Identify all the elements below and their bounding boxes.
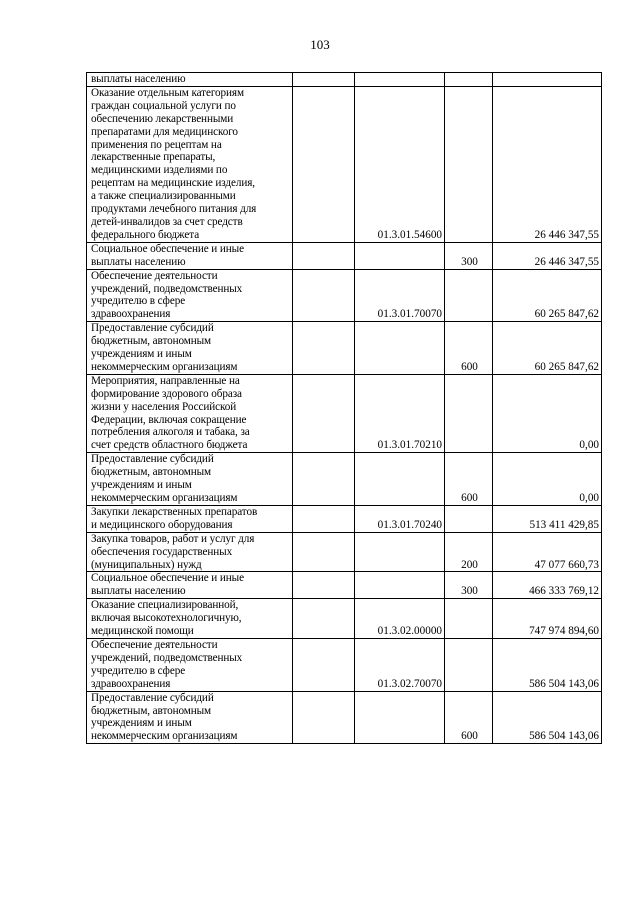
row-name-line: детей-инвалидов за счет средств (91, 215, 243, 228)
row-program-code (355, 572, 445, 599)
table-row (87, 86, 602, 242)
row-name-line: бюджетным, автономным (91, 335, 212, 348)
row-empty-cell (293, 691, 355, 744)
row-name-line: учреждениям и иным (91, 717, 192, 730)
row-expense-type: 600 (445, 453, 493, 506)
row-expense-type: 200 (445, 532, 493, 572)
row-name-line: обеспечения государственных (91, 545, 233, 558)
row-name-cell (87, 572, 293, 599)
row-expense-type: 600 (445, 691, 493, 744)
row-name-line: лекарственные препараты, (91, 151, 216, 164)
row-program-code (355, 532, 445, 572)
row-name-line: Оказание отдельным категориям (91, 86, 244, 99)
row-expense-type (445, 269, 493, 322)
row-name-line: выплаты населению (91, 585, 186, 598)
row-name-cell (87, 242, 293, 269)
row-expense-type (445, 505, 493, 532)
row-expense-type (445, 374, 493, 452)
row-name-cell (87, 453, 293, 506)
row-name-line: Предоставление субсидий (91, 691, 214, 704)
row-amount: 586 504 143,06 (493, 691, 602, 744)
row-empty-cell (293, 453, 355, 506)
row-name-line: и медицинского оборудования (91, 518, 233, 531)
row-name-line: граждан социальной услуги по (91, 99, 236, 112)
row-expense-type: 600 (445, 322, 493, 375)
row-name-line: некоммерческим организациям (91, 492, 238, 504)
table-row (87, 572, 602, 599)
row-empty-cell (293, 532, 355, 572)
row-name-line: (муниципальных) нужд (91, 558, 202, 571)
row-empty-cell (293, 638, 355, 691)
row-amount: 26 446 347,55 (493, 86, 602, 242)
row-name-line: учреждениям и иным (91, 479, 192, 492)
row-name-line: медицинской помощи (91, 625, 194, 638)
row-name-line: Предоставление субсидий (91, 453, 214, 466)
row-expense-type: 300 (445, 242, 493, 269)
budget-table (86, 72, 602, 744)
row-name-line: формирование здорового образа (91, 387, 242, 400)
row-name-line: Закупки лекарственных препаратов (91, 505, 258, 518)
row-amount: 513 411 429,85 (493, 505, 602, 532)
row-name-line: обеспечению лекарственными (91, 112, 234, 125)
row-amount: 60 265 847,62 (493, 269, 602, 322)
row-name-cell (87, 599, 293, 639)
row-name-line: Оказание специализированной, (91, 599, 239, 612)
row-empty-cell (293, 374, 355, 452)
table-row (87, 532, 602, 572)
row-name-line: жизни у населения Российской (91, 400, 237, 413)
row-amount: 47 077 660,73 (493, 532, 602, 572)
row-name-line: некоммерческим организациям (91, 730, 238, 743)
row-name-cell (87, 73, 293, 87)
row-name-cell (87, 532, 293, 572)
page-number: 103 (310, 37, 330, 52)
row-name-cell (87, 86, 293, 242)
row-name-cell (87, 374, 293, 452)
row-name-cell (87, 322, 293, 375)
table-row (87, 505, 602, 532)
row-amount: 60 265 847,62 (493, 322, 602, 375)
row-name-line: Обеспечение деятельности (91, 638, 218, 651)
row-name-line: препаратами для медицинского (91, 125, 238, 138)
row-name-line: здравоохранения (91, 308, 171, 321)
row-name-cell (87, 269, 293, 322)
row-amount: 0,00 (493, 374, 602, 452)
row-name-line: Социальное обеспечение и иные (91, 242, 244, 255)
row-program-code (355, 322, 445, 375)
row-name-line: Федерации, включая сокращение (91, 413, 247, 426)
row-empty-cell (293, 572, 355, 599)
row-name-line: потребления алкоголя и табака, за (91, 426, 250, 439)
row-name-line: а также специализированными (91, 190, 236, 203)
table-row (87, 638, 602, 691)
row-name-cell (87, 638, 293, 691)
row-amount: 466 333 769,12 (493, 572, 602, 599)
row-name-line: медицинскими изделиями по (91, 164, 228, 177)
row-name-line: бюджетным, автономным (91, 466, 212, 479)
row-name-line: продуктами лечебного питания для (91, 203, 257, 216)
row-empty-cell (293, 505, 355, 532)
row-name-line: включая высокотехнологичную, (91, 612, 242, 625)
row-amount: 26 446 347,55 (493, 242, 602, 269)
row-name-line: Закупка товаров, работ и услуг для (91, 532, 255, 545)
row-name-line: Обеспечение деятельности (91, 269, 218, 282)
row-name-line: Социальное обеспечение и иные (91, 572, 244, 585)
row-empty-cell (293, 242, 355, 269)
row-program-code (355, 73, 445, 87)
table-row (87, 269, 602, 322)
row-program-code: 01.3.01.54600 (355, 86, 445, 242)
row-program-code: 01.3.01.70070 (355, 269, 445, 322)
row-name-line: учреждений, подведомственных (91, 651, 243, 664)
row-name-line: Предоставление субсидий (91, 322, 214, 335)
row-expense-type (445, 86, 493, 242)
row-name-line: учреждений, подведомственных (91, 282, 243, 295)
row-name-line: учредителю в сфере (91, 664, 186, 677)
row-program-code: 01.3.02.70070 (355, 638, 445, 691)
row-empty-cell (293, 73, 355, 87)
row-amount: 747 974 894,60 (493, 599, 602, 639)
row-empty-cell (293, 599, 355, 639)
budget-table-body (87, 73, 602, 744)
row-empty-cell (293, 86, 355, 242)
row-program-code (355, 453, 445, 506)
row-amount: 0,00 (493, 453, 602, 506)
row-name-line: федерального бюджета (91, 228, 200, 241)
row-name-line: применения по рецептам на (91, 138, 222, 151)
table-row (87, 374, 602, 452)
row-empty-cell (293, 269, 355, 322)
row-empty-cell (293, 322, 355, 375)
row-name-line: счет средств областного бюджета (91, 439, 248, 452)
table-row (87, 322, 602, 375)
row-name-cell (87, 505, 293, 532)
table-row (87, 242, 602, 269)
row-name-line: выплаты населению (91, 255, 186, 268)
row-program-code: 01.3.02.00000 (355, 599, 445, 639)
row-program-code: 01.3.01.70240 (355, 505, 445, 532)
row-expense-type (445, 599, 493, 639)
row-name-line: здравоохранения (91, 677, 171, 690)
row-expense-type (445, 73, 493, 87)
row-program-code (355, 691, 445, 744)
table-row (87, 453, 602, 506)
row-program-code (355, 242, 445, 269)
row-expense-type: 300 (445, 572, 493, 599)
row-name-line: бюджетным, автономным (91, 704, 212, 717)
row-name-line: некоммерческим организациям (91, 360, 238, 373)
table-row (87, 599, 602, 639)
row-name-line: рецептам на медицинские изделия, (91, 177, 255, 190)
row-name-cell (87, 691, 293, 744)
row-name-line: Мероприятия, направленные на (91, 374, 240, 387)
row-amount (493, 73, 602, 87)
row-name-line: учредителю в сфере (91, 295, 186, 308)
row-expense-type (445, 638, 493, 691)
row-name-line: выплаты населению (91, 73, 186, 85)
table-row (87, 691, 602, 744)
row-name-line: учреждениям и иным (91, 348, 192, 361)
table-row (87, 73, 602, 87)
row-program-code: 01.3.01.70210 (355, 374, 445, 452)
row-amount: 586 504 143,06 (493, 638, 602, 691)
